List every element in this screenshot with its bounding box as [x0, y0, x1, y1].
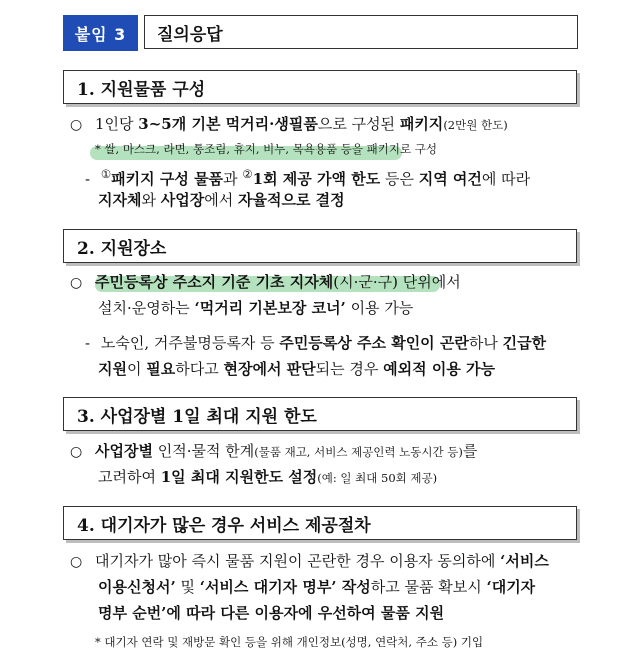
section-2-para-1 [70, 272, 461, 293]
text: 와 [141, 191, 161, 209]
circle-bullet: ○ [70, 275, 83, 291]
section-1-para-1 [70, 114, 508, 135]
circle-bullet: ○ [70, 554, 83, 570]
circle-bullet: ○ [70, 117, 83, 133]
text-bold: 주민등록상 주소지 기준 기초 지자체 [95, 273, 334, 291]
text: 에서 [204, 191, 238, 209]
text-bold: 예외적 이용 가능 [383, 360, 496, 378]
text-bold: 1일 최대 지원한도 설정 [160, 468, 318, 486]
text-bold: ‘대기자 [486, 578, 536, 596]
section-3-heading: 3. 사업장별 1일 최대 지원 한도 [63, 397, 577, 431]
document-header [63, 15, 580, 51]
section-4-heading: 4. 대기자가 많은 경우 서비스 제공절차 [63, 506, 577, 540]
dash-bullet: - [85, 170, 91, 188]
text-bold: 지원 [98, 360, 127, 378]
circled-number: ① [100, 167, 112, 181]
text: 고려하여 [98, 468, 161, 486]
section-3-para-1 [70, 441, 477, 462]
text-bold: 3~5개 기본 먹거리·생필품 [138, 115, 318, 133]
text-bold: 패키지 구성 물품 [111, 170, 224, 188]
text-bold: ‘먹거리 기본보장 코너’ [194, 299, 346, 317]
text-bold: 자율적으로 결정 [237, 191, 345, 209]
text-small: (2만원 한도) [443, 118, 508, 132]
text-bold: 긴급한 [502, 334, 547, 352]
section-4-note: * 대기자 연락 및 재방문 확인 등을 위해 개인정보(성명, 연락처, 주소 등) 기입 [95, 635, 484, 649]
text: 대기자가 많아 즉시 물품 지원이 곤란한 경우 이용자 동의하에 [95, 552, 501, 570]
circle-bullet: ○ [70, 444, 83, 460]
text: 및 [175, 578, 200, 596]
text: 과 [223, 170, 243, 188]
section-2-para-2 [85, 333, 546, 353]
text: 하고 물품 확보시 [370, 578, 487, 596]
section-1-para-2-cont [98, 190, 345, 210]
text-bold: 사업장 [160, 191, 205, 209]
circled-number: ② [242, 167, 253, 181]
text: 되는 경우 [315, 360, 384, 378]
attachment-badge: 붙임 3 [63, 15, 138, 51]
text-small: (예: 일 최대 50회 제공) [317, 471, 438, 485]
text-bold: 주민등록상 주소 확인이 곤란 [279, 334, 469, 352]
text-bold: 지자체 [98, 191, 142, 209]
text-bold: 현장에서 판단 [223, 360, 316, 378]
text-bold: 패키지 [399, 115, 444, 133]
text: 를 [462, 442, 478, 460]
section-2-para-1-cont [98, 298, 413, 318]
text: (시·군·구) 단위에서 [333, 273, 461, 291]
text-bold: 명부 순번’에 따라 다른 이용자에 우선하여 물품 지원 [98, 604, 445, 622]
section-2-heading: 2. 지원장소 [63, 229, 577, 263]
text-bold: 지역 여건 [418, 170, 482, 188]
dash-bullet: - [85, 334, 91, 352]
text-bold: 이용신청서’ [98, 578, 176, 596]
section-1-note: * 쌀, 마스크, 라면, 통조림, 휴지, 비누, 목욕용품 등을 패키지로 구성 [95, 142, 437, 156]
text: 으로 구성된 [317, 115, 400, 133]
text: 하다고 [175, 360, 224, 378]
section-1-para-2 [85, 164, 530, 189]
text: 인적·물적 한계 [152, 442, 255, 460]
text-bold: ‘서비스 대기자 명부’ 작성 [199, 578, 371, 596]
section-1-heading: 1. 지원물품 구성 [63, 70, 577, 104]
section-2-para-2-cont [98, 359, 495, 379]
text: 이 [126, 360, 147, 378]
text: 설치·운영하는 [98, 299, 195, 317]
text: 에 따라 [481, 170, 531, 188]
text-small: (물품 재고, 서비스 제공인력 노동시간 등) [254, 445, 463, 459]
text-bold: 사업장별 [95, 442, 153, 460]
text-bold: 필요 [146, 360, 176, 378]
section-4-para-1-cont [98, 577, 535, 597]
section-4-para-1-cont2 [98, 603, 444, 623]
text: 하나 [468, 334, 503, 352]
text: 1인당 [95, 115, 139, 133]
text-bold: 1회 제공 가액 한도 [252, 170, 381, 188]
text: 이용 가능 [345, 299, 414, 317]
section-3-para-1-cont [98, 467, 437, 488]
section-4-para-1 [70, 551, 549, 572]
text: 노숙인, 거주불명등록자 등 [100, 334, 280, 352]
text-bold: ‘서비스 [500, 552, 549, 570]
document-title: 질의응답 [144, 15, 578, 49]
text: 등은 [380, 170, 419, 188]
